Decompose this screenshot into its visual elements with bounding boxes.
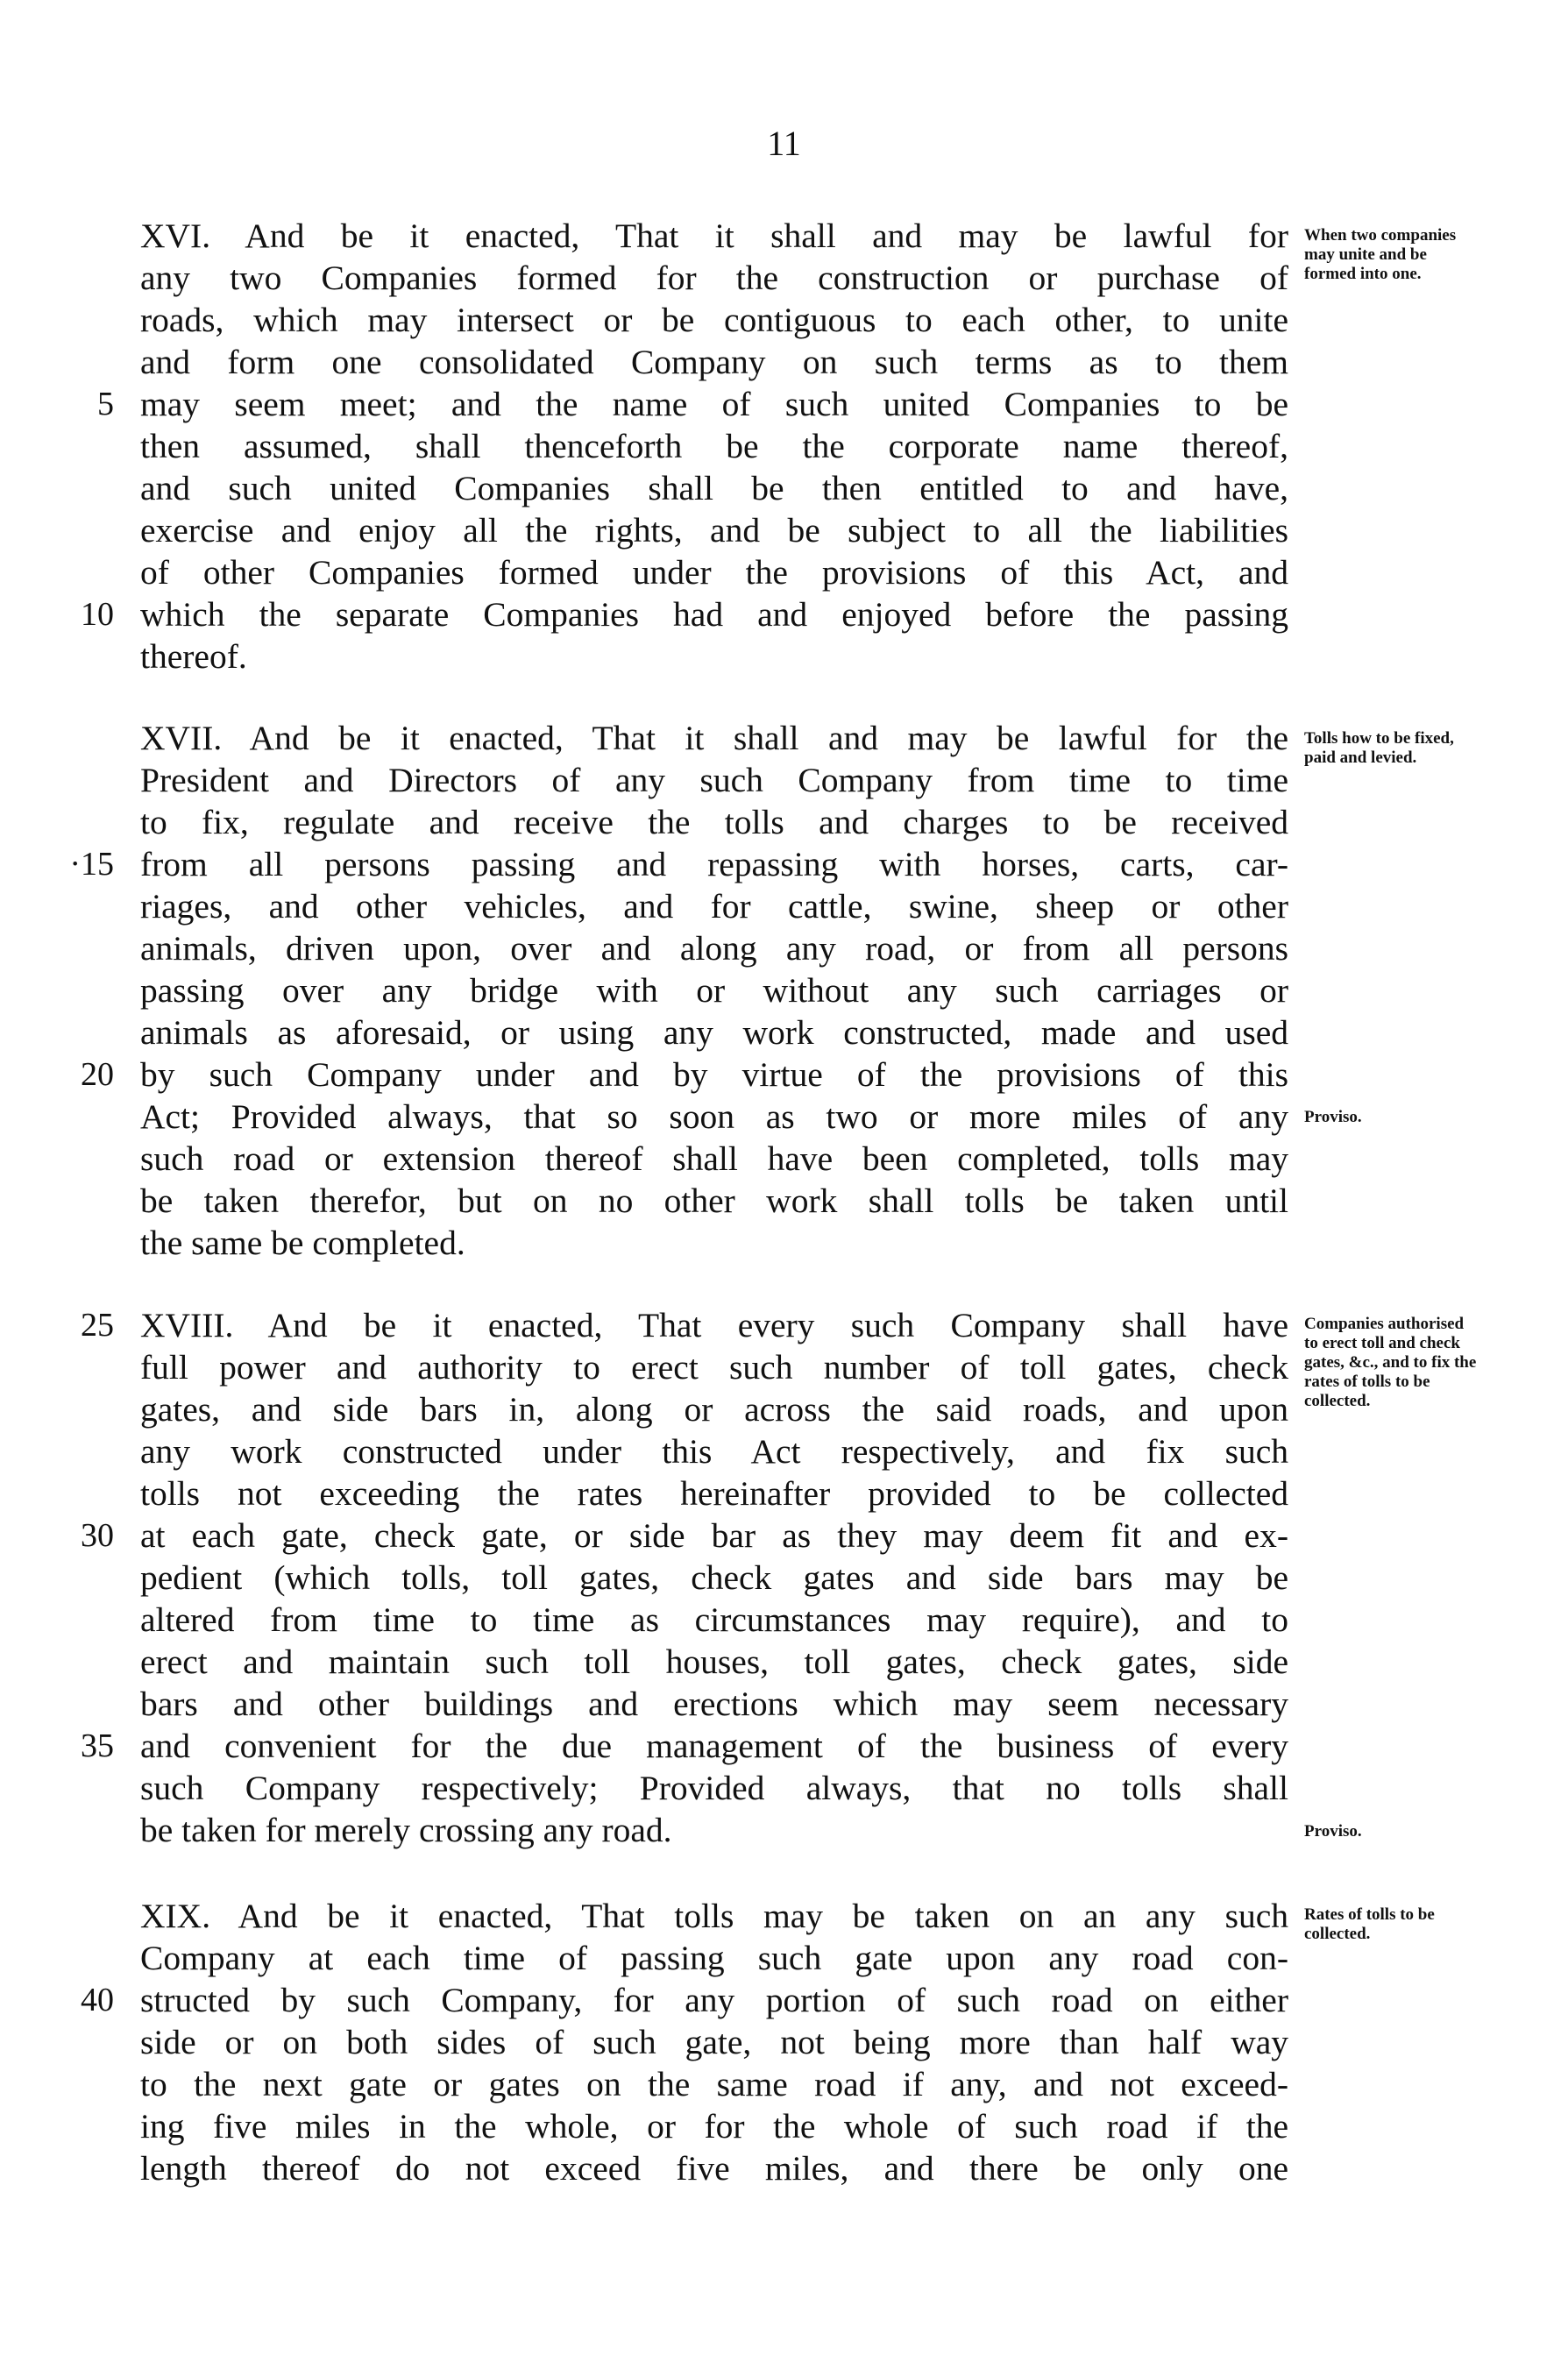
line-number: 40 xyxy=(81,1982,114,2018)
line-number: 30 xyxy=(81,1517,114,1554)
text-line: Act; Provided always, that so soon as two or more miles of any xyxy=(140,1097,1288,1136)
text-line: side or on both sides of such gate, not being more than half way xyxy=(140,2023,1288,2061)
text-line: altered from time to time as circumstances may require), and to xyxy=(140,1600,1288,1639)
text-line: gates, and side bars in, along or across the said roads, and upon xyxy=(140,1390,1288,1429)
text-line: animals, driven upon, over and along any road, or from all persons xyxy=(140,929,1288,968)
text-line: by such Company under and by virtue of the provisions of this xyxy=(140,1055,1288,1094)
text-line: exercise and enjoy all the rights, and be subject to all the liabilities xyxy=(140,511,1288,550)
text-line: passing over any bridge with or without any such carriages or xyxy=(140,971,1288,1010)
text-line: President and Directors of any such Company from time to time xyxy=(140,761,1288,799)
text-line: such road or extension thereof shall have been completed, tolls may xyxy=(140,1139,1288,1178)
text-line: may seem meet; and the name of such united Companies to be xyxy=(140,385,1288,423)
text-line: such Company respectively; Provided always, that no tolls shall xyxy=(140,1769,1288,1807)
text-line: XVII. And be it enacted, That it shall and may be lawful for the xyxy=(140,719,1288,757)
margin-note: Proviso. xyxy=(1304,1108,1362,1126)
text-line: structed by such Company, for any portion of such road on either xyxy=(140,1981,1288,2019)
text-line: erect and maintain such toll houses, toll gates, check gates, side xyxy=(140,1642,1288,1681)
text-line: and form one consolidated Company on such terms as to them xyxy=(140,343,1288,381)
text-line: the same be completed. xyxy=(140,1224,465,1262)
line-number: 20 xyxy=(81,1056,114,1093)
text-line: riages, and other vehicles, and for cattle, swine, sheep or other xyxy=(140,887,1288,926)
text-line: bars and other buildings and erections which may seem necessary xyxy=(140,1685,1288,1723)
text-line: then assumed, shall thenceforth be the corporate name thereof, xyxy=(140,427,1288,465)
line-number: 5 xyxy=(97,386,114,422)
text-line: length thereof do not exceed five miles, and there be only one xyxy=(140,2149,1288,2188)
margin-note: Proviso. xyxy=(1304,1822,1362,1841)
text-line: ing five miles in the whole, or for the whole of such road if the xyxy=(140,2107,1288,2146)
text-line: of other Companies formed under the provisions of this Act, and xyxy=(140,553,1288,592)
text-line: any work constructed under this Act respectively, and fix such xyxy=(140,1432,1288,1471)
text-line: pedient (which tolls, toll gates, check gates and side bars may be xyxy=(140,1558,1288,1597)
text-line: to the next gate or gates on the same road if any, and not exceed- xyxy=(140,2065,1288,2103)
line-number: 35 xyxy=(81,1727,114,1764)
text-line: XVIII. And be it enacted, That every such Company shall have xyxy=(140,1306,1288,1344)
margin-note: Rates of tolls to be collected. xyxy=(1304,1905,1435,1943)
line-number: 25 xyxy=(81,1307,114,1344)
page-number: 11 xyxy=(767,124,801,163)
text-line: which the separate Companies had and enjoyed before the passing xyxy=(140,595,1288,634)
text-line: thereof. xyxy=(140,637,247,676)
text-line: to fix, regulate and receive the tolls and charges to be received xyxy=(140,803,1288,841)
line-number: ·15 xyxy=(69,846,114,883)
text-line: and such united Companies shall be then entitled to and have, xyxy=(140,469,1288,507)
text-line: Company at each time of passing such gate upon any road con- xyxy=(140,1939,1288,1977)
text-line: full power and authority to erect such number of toll gates, check xyxy=(140,1348,1288,1387)
text-line: roads, which may intersect or be contiguous to each other, to unite xyxy=(140,301,1288,339)
line-number: 10 xyxy=(81,596,114,633)
margin-note: When two companies may unite and be formed into one. xyxy=(1304,226,1457,283)
text-line: XVI. And be it enacted, That it shall and may be lawful for xyxy=(140,216,1288,255)
text-line: at each gate, check gate, or side bar as they may deem fit and ex- xyxy=(140,1516,1288,1555)
text-line: tolls not exceeding the rates hereinafter provided to be collected xyxy=(140,1474,1288,1513)
text-line: and convenient for the due management of the business of every xyxy=(140,1727,1288,1765)
text-line: XIX. And be it enacted, That tolls may be taken on an any such xyxy=(140,1897,1288,1935)
text-line: any two Companies formed for the construction or purchase of xyxy=(140,259,1288,297)
text-line: animals as aforesaid, or using any work constructed, made and used xyxy=(140,1013,1288,1052)
text-line: be taken for merely crossing any road. xyxy=(140,1811,672,1849)
text-line: be taken therefor, but on no other work shall tolls be taken until xyxy=(140,1181,1288,1220)
margin-note: Tolls how to be fixed, paid and levied. xyxy=(1304,729,1454,767)
text-line: from all persons passing and repassing with horses, carts, car- xyxy=(140,845,1288,883)
margin-note: Companies authorised to erect toll and check gates, &c., and to fix the rates of tolls to be collected. xyxy=(1304,1315,1477,1410)
